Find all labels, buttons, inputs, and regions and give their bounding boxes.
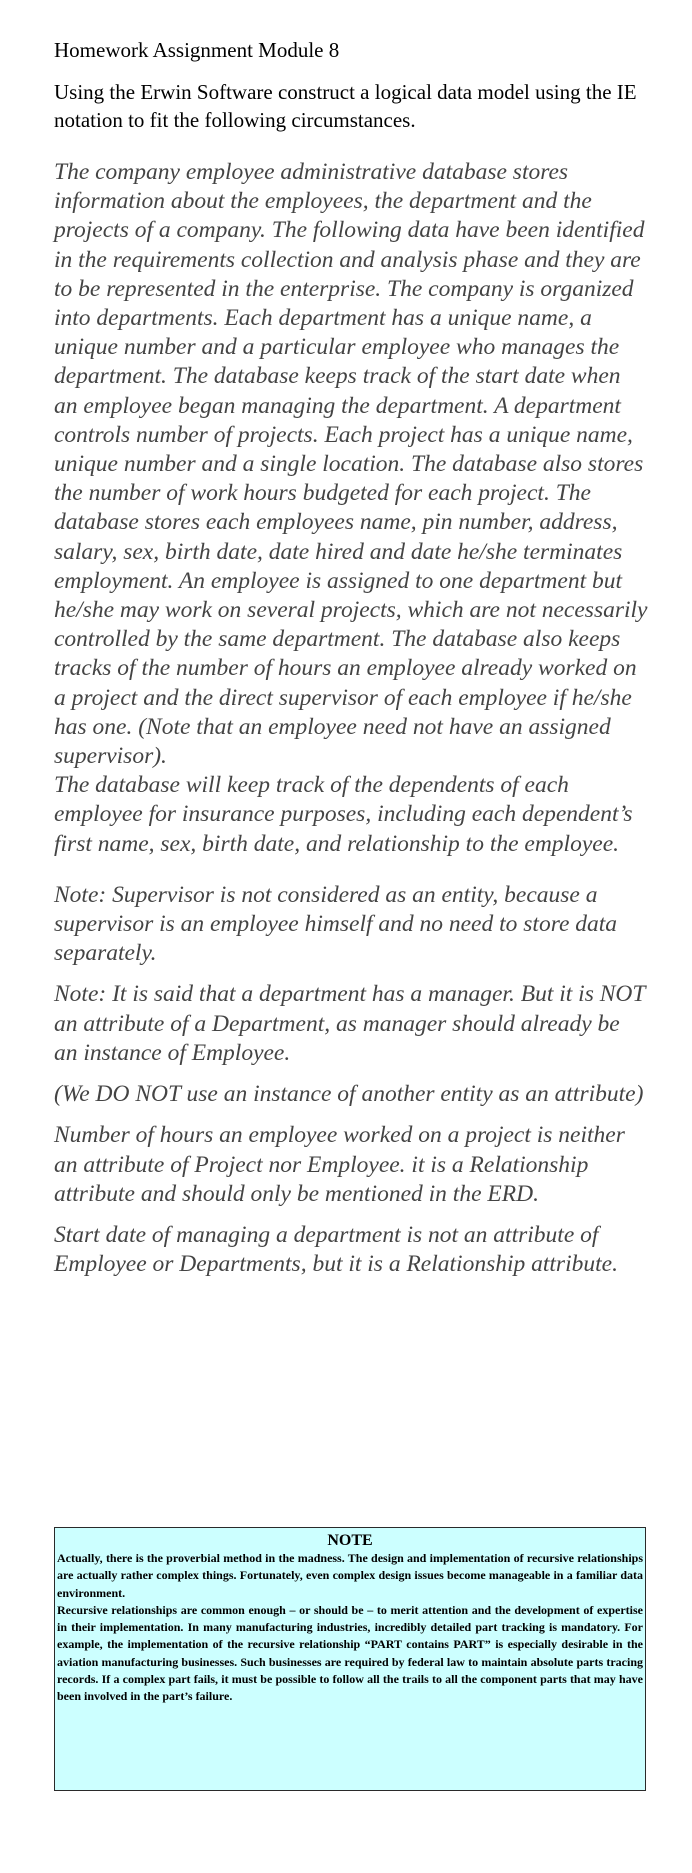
note-box-title: NOTE <box>327 1532 373 1549</box>
note-supervisor: Note: Supervisor is not considered as an entity, because a supervisor is an employee himself and no need to store data separately. <box>54 881 618 967</box>
note-box-paragraph-recursive: Recursive relationships are common enough – or should be – to merit attention and the development of expertise in their implementation. In many manufacturing industries, incredibly detailed part tracking is mandatory. For example, the implementation of the recursive relationship “PART contains PART” is especially desirable in the aviation manufacturing businesses. Such businesses are required by federal law to maintain absolute parts tracing records. If a complex part fails, it must be possible to follow all the trails to all the component parts that may have been involved in the part’s failure. <box>57 1602 643 1704</box>
note-hours-relationship-attribute: Number of hours an employee worked on a project is neither an attribute of Project nor Employee. it is a Relationship attribute and should only be mentioned in the ERD. <box>54 1122 625 1207</box>
note-box-paragraph-method: Actually, there is the proverbial method in the madness. The design and implementation of recursive relationships are actually rather complex things. Fortunately, even complex design issues become manageable in a familiar data environment. <box>57 1551 643 1600</box>
note-department-manager: Note: It is said that a department has a manager. But it is NOT an attribute of a Department, as manager should already be an instance of Employee. <box>54 981 645 1066</box>
note-start-date-relationship-attribute: Start date of managing a department is not an attribute of Employee or Departments, but it is a Relationship attribute. <box>54 1221 618 1278</box>
assignment-instructions: Using the Erwin Software construct a logical data model using the IE notation to fit the following circumstances. <box>54 80 637 132</box>
assignment-heading: Homework Assignment Module 8 <box>54 38 340 62</box>
document-page <box>54 36 648 1291</box>
scenario-description <box>54 158 648 859</box>
recursive-relationship-note-box <box>54 1527 646 1791</box>
note-instance-attribute: (We DO NOT use an instance of another entity as an attribute) <box>54 1081 644 1108</box>
scenario-paragraph-dependents: The database will keep track of the dependents of each employee for insurance purposes, including each dependent’s first name, sex, birth date, and relationship to the employee. <box>54 772 633 857</box>
scenario-paragraph-company: The company employee administrative database stores information about the employees, the department and the projects of a company. The following data have been identified in the requirements collection and analysis phase and they are to be represented in the enterprise. The company is organized into departments. Each department has a unique name, a unique number and a particular employee who manages the department. The database keeps track of the start date when an employee began managing the department. A department controls number of projects. Each project has a unique name, unique number and a single location. The database also stores the number of work hours budgeted for each project. The database stores each employees name, pin number, address, salary, sex, birth date, date hired and date he/she terminates employment. An employee is assigned to one department but he/she may work on several projects, which are not necessarily controlled by the same department. The database also keeps tracks of the number of hours an employee already worked on a project and the direct supervisor of each employee if he/she has one. (Note that an employee need not have an assigned supervisor). <box>54 159 648 770</box>
